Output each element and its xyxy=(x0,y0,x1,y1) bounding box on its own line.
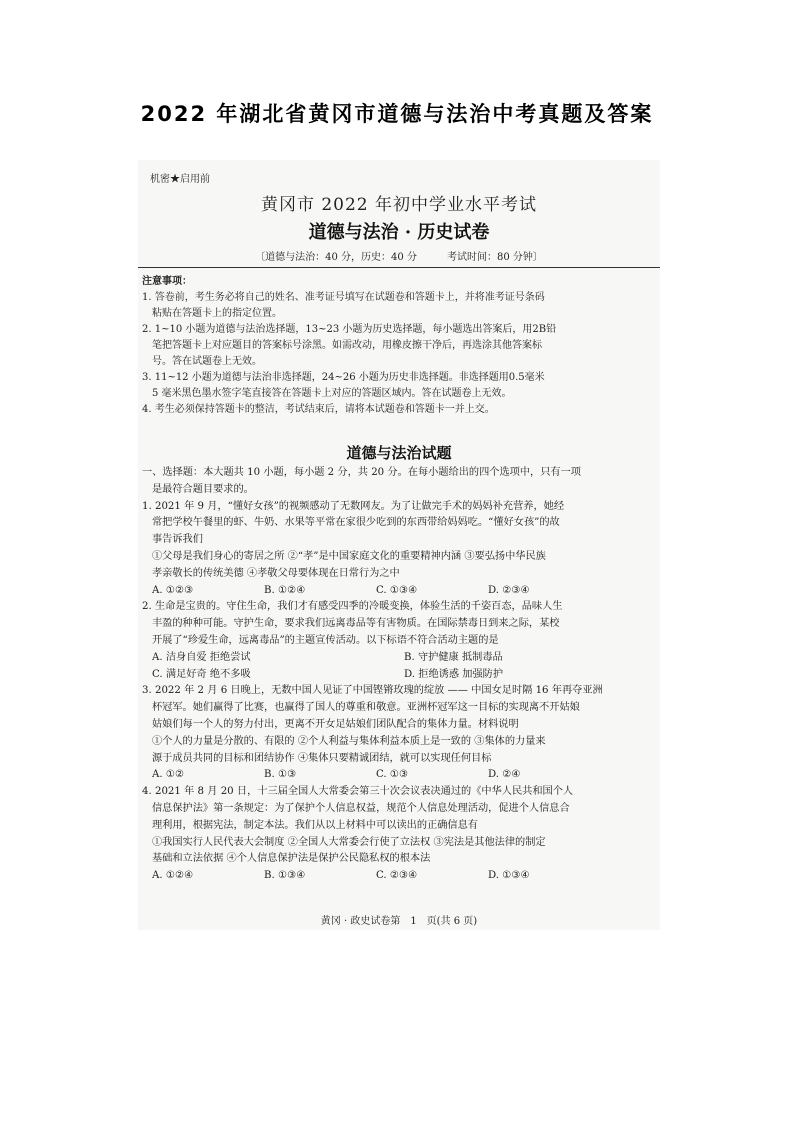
option-c: C. ①③④ xyxy=(376,584,418,596)
exam-duration: 考试时间：80 分钟〕 xyxy=(446,252,543,263)
option-b: B. ①③ xyxy=(264,769,297,781)
question-4-line: 信息保护法》第一条规定：为了保护个人信息权益，规范个人信息处理活动，促进个人信息合 xyxy=(152,802,570,814)
part-heading: 是最符合题目要求的。 xyxy=(152,483,254,495)
question-2-line: 丰盈的种种可能。守护生命，要求我们远离毒品等有害物质。在国际禁毒日到来之际，某校 xyxy=(152,618,560,630)
exam-title: 黄冈市 2022 年初中学业水平考试 xyxy=(260,195,538,215)
option-a: A. ①②④ xyxy=(152,870,194,882)
question-4-line: ①我国实行人民代表大会制度 ②全国人大常委会行使了立法权 ③宪法是其他法律的制定 xyxy=(152,836,546,848)
section-title: 道德与法治试题 xyxy=(346,444,452,462)
option-b: B. 守护健康 抵制毒品 xyxy=(404,651,503,663)
option-c: C. ①③ xyxy=(376,769,409,781)
option-d: D. ①③④ xyxy=(488,870,530,882)
question-3-line: 杯冠军。她们赢得了比赛，也赢得了国人的尊重和敬意。亚洲杯冠军这一目标的实现离不开姑娘 xyxy=(152,702,580,714)
score-distribution: 〔道德与法治：40 分，历史：40 分 xyxy=(255,252,417,263)
question-1-line: ①父母是我们身心的寄居之所 ②“孝”是中国家庭文化的重要精神内涵 ③要弘扬中华民族 xyxy=(152,550,546,562)
scanned-exam-page xyxy=(138,160,660,930)
option-a: A. 洁身自爱 拒绝尝试 xyxy=(152,651,251,663)
question-2-line: 2. 生命是宝贵的。守住生命，我们才有感受四季的冷暖变换，体验生活的千姿百态，品味人生 xyxy=(142,601,563,613)
option-a: A. ①②③ xyxy=(152,584,194,596)
confidential-mark: 机密★启用前 xyxy=(150,174,210,185)
question-2-options xyxy=(142,667,656,684)
part-heading: 一、选择题：本大题共 10 小题，每小题 2 分，共 20 分。在每小题给出的四个选项中，只有一项 xyxy=(142,467,581,478)
question-3-line: 姑娘们每一个人的努力付出，更离不开女足姑娘们团队配合的集体力量。材料说明 xyxy=(152,718,519,730)
header-divider xyxy=(138,267,660,268)
question-1-line: 1. 2021 年 9 月，“懂好女孩”的视频感动了无数网友。为了让做完手术的妈妈补充营养，她经 xyxy=(142,500,565,512)
notice-heading: 注意事项： xyxy=(142,276,192,287)
question-1-line: 事告诉我们 xyxy=(152,534,203,546)
option-a: A. ①② xyxy=(152,769,185,781)
notice-line: 1. 答卷前，考生务必将自己的姓名、准考证号填写在试题卷和答题卡上，并将准考证号条码 xyxy=(142,292,545,303)
option-b: B. ①③④ xyxy=(264,870,306,882)
option-b: B. ①②④ xyxy=(264,584,306,596)
notice-block xyxy=(142,274,656,418)
question-3-line: ①个人的力量是分散的、有限的 ②个人利益与集体利益本质上是一致的 ③集体的力量来 xyxy=(152,735,546,747)
question-3-options xyxy=(142,767,656,784)
option-c: C. ②③④ xyxy=(376,870,418,882)
question-2-line: 开展了“珍爱生命，远离毒品”的主题宣传活动。以下标语不符合活动主题的是 xyxy=(152,634,499,646)
question-2-options xyxy=(142,650,656,667)
option-d: D. 拒绝诱惑 加强防护 xyxy=(404,668,504,680)
notice-line: 粘贴在答题卡上的指定位置。 xyxy=(152,308,282,319)
notice-line: 3. 11~12 小题为道德与法治非选择题，24~26 小题为历史非选择题。非选择题用0.5毫米 xyxy=(142,372,545,383)
question-1-line: 孝亲敬长的传统美德 ④孝敬父母要体现在日常行为之中 xyxy=(152,567,400,579)
option-c: C. 满足好奇 绝不多吸 xyxy=(152,668,251,680)
question-4-line: 4. 2021 年 8 月 20 日，十三届全国人大常委会第三十次会议表决通过的《中华人民共和国个人 xyxy=(142,786,574,798)
scoring-info xyxy=(152,248,646,263)
subject-title: 道德与法治 · 历史试卷 xyxy=(308,222,490,243)
notice-line: 2. 1~10 小题为道德与法治选择题，13~23 小题为历史选择题，每小题选出答案后，用2B铅 xyxy=(142,324,557,335)
question-1-line: 常把学校午餐里的虾、牛奶、水果等平常在家很少吃到的东西带给妈妈吃。“懂好女孩”的故 xyxy=(152,517,560,529)
document-title: 2022 年湖北省黄冈市道德与法治中考真题及答案 xyxy=(140,102,654,126)
question-3-line: 源于成员共同的目标和团结协作 ④集体只要精诚团结，就可以实现任何目标 xyxy=(152,752,492,764)
question-4-line: 理利用，根据宪法，制定本法。我们从以上材料中可以读出的正确信息有 xyxy=(152,819,478,831)
notice-line: 4. 考生必须保持答题卡的整洁，考试结束后，请将本试题卷和答题卡一并上交。 xyxy=(142,404,495,415)
question-1-options xyxy=(142,583,656,600)
option-d: D. ②④ xyxy=(488,769,521,781)
question-4-options xyxy=(142,868,656,885)
notice-line: 笔把答题卡上对应题目的答案标号涂黑。如需改动，用橡皮擦干净后，再选涂其他答案标 xyxy=(152,340,542,351)
question-body xyxy=(142,465,656,885)
option-d: D. ②③④ xyxy=(488,584,530,596)
question-3-line: 3. 2022 年 2 月 6 日晚上，无数中国人见证了中国铿锵玫瑰的绽放 —— 中国女足时隔 16 年再夺亚洲 xyxy=(142,685,603,697)
question-4-line: 基础和立法依据 ④个人信息保护法是保护公民隐私权的根本法 xyxy=(152,853,431,865)
notice-line: 5 毫米黑色墨水签字笔直接答在答题卡上对应的答题区域内。答在试题卷上无效。 xyxy=(152,388,512,399)
page-footer: 黄冈 · 政史试卷第 1 页(共 6 页) xyxy=(320,916,478,927)
notice-line: 号。答在试题卷上无效。 xyxy=(152,356,262,367)
